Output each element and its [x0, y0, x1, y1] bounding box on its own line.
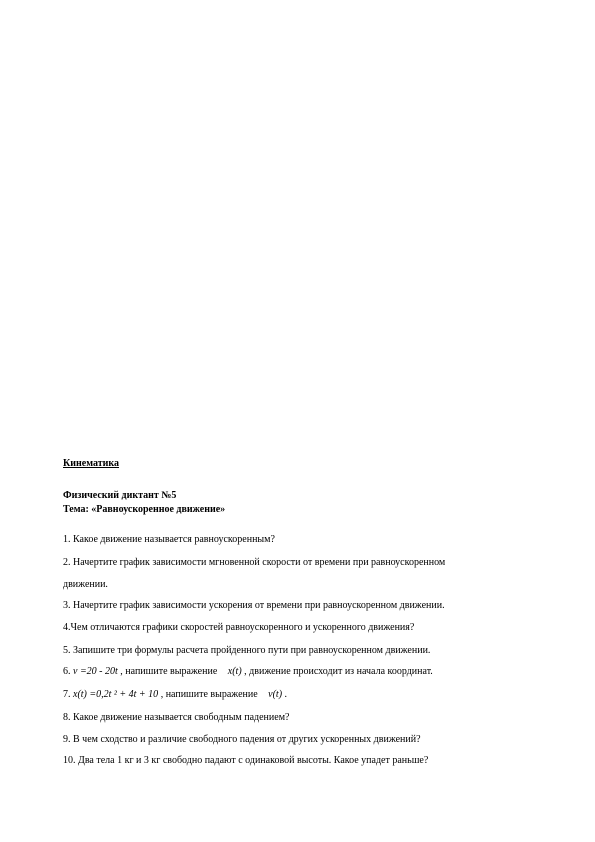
question-6-text-1: , напишите выражение [117, 666, 220, 677]
velocity-expression: ν(t) [268, 689, 283, 700]
question-7-number: 7. [63, 689, 71, 700]
question-4: 4.Чем отличаются графики скоростей равноускоренного и ускоренного движения? [63, 622, 415, 633]
question-7-text-1: , напишите выражение [158, 689, 261, 700]
question-2-line-2: движении. [63, 579, 108, 590]
question-6-text-2: , движение происходит из начала координат. [241, 666, 433, 677]
document-topic: Тема: «Равноускоренное движение» [63, 504, 226, 515]
question-10: 10. Два тела 1 кг и 3 кг свободно падают с одинаковой высоты. Какое упадет раньше? [63, 755, 429, 766]
question-5: 5. Запишите три формулы расчета пройденного пути при равноускоренном движении. [63, 645, 431, 656]
question-1: 1. Какое движение называется равноускоренным? [63, 534, 275, 545]
position-expression: x(t) [227, 666, 242, 677]
question-2-line-1: 2. Начертите график зависимости мгновенной скорости от времени при равноускоренном [63, 557, 446, 568]
question-7-text-2: . [282, 689, 288, 700]
question-3: 3. Начертите график зависимости ускорения от времени при равноускоренном движении. [63, 600, 445, 611]
question-8: 8. Какое движение называется свободным падением? [63, 712, 290, 723]
question-9: 9. В чем сходство и различие свободного падения от других ускоренных движений? [63, 734, 421, 745]
document-title: Физический диктант №5 [63, 490, 177, 501]
section-heading: Кинематика [63, 458, 119, 469]
question-7 [63, 689, 287, 701]
question-6 [63, 666, 433, 678]
position-formula: x(t) =0,2t ² + 4t + 10 [73, 689, 159, 700]
velocity-formula: ν =20 - 20t [73, 666, 118, 677]
question-6-number: 6. [63, 666, 71, 677]
